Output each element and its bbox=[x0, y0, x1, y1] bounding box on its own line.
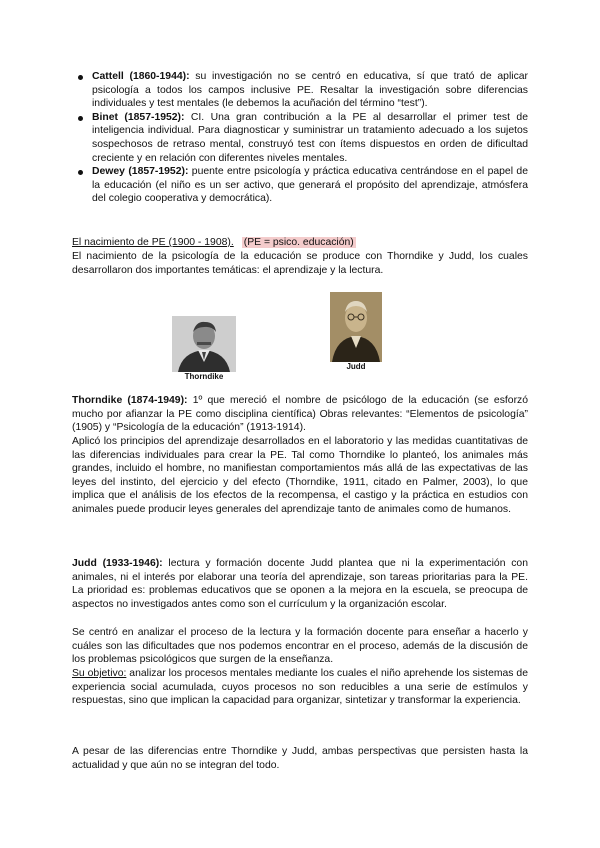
thorndike-paragraph bbox=[72, 394, 528, 435]
objective-text: analizar los procesos mentales mediante los cuales el niño aprehende los sistemas de experiencia social acumulada, cuyos procesos no son reducibles a una serie de estímulos y respuestas, sino que implican la capacidad para organizar, sintetizar y transformar la experiencia. bbox=[72, 668, 528, 707]
pioneer-name: Dewey (1857-1952): bbox=[92, 166, 189, 178]
thorndike-figure bbox=[172, 316, 236, 382]
judd-paragraph bbox=[72, 557, 528, 611]
judd-name: Judd (1933-1946): bbox=[72, 558, 163, 569]
pioneers-list bbox=[72, 70, 528, 206]
judd-text-1: lectura y formación docente Judd plantea que ni la experimentación con animales, ni el interés por elaborar una teoría del aprendizaje, son tareas prioritarias para la PE. La prioridad es: problemas educativos que se oponen a la mejora en la escuela, se preocupa de aspectos no investigados antes como son el currículum y la organización escolar. bbox=[72, 558, 528, 610]
section-title: El nacimiento de PE (1900 - 1908). bbox=[72, 237, 234, 248]
conclusion-paragraph: A pesar de las diferencias entre Thorndike y Judd, ambas perspectivas que persisten hasta la actualidad y que aún no se integran del todo. bbox=[72, 746, 528, 771]
thorndike-text-1: 1º que mereció el nombre de psicólogo de la educación (se esforzó mucho por afianzar la PE como disciplina científica) Obras relevantes: “Elementos de psicología” (1905) y “Psicología de la educación” (1913-1914). bbox=[72, 395, 529, 434]
list-item bbox=[72, 165, 528, 206]
pioneer-description: CI. Una gran contribución a la PE al desarrollar el primer test de inteligencia individual. Para diagnosticar y suministrar un tratamiento adecuado a los sujetos sospechosos de retraso mental, construyó test con ítems dispuestos en orden de dificultad creciente y en relación con diferentes niveles mentales. bbox=[92, 111, 528, 164]
pioneer-name: Cattell (1860-1944): bbox=[92, 71, 190, 82]
judd-caption: Judd bbox=[346, 362, 366, 371]
objective-label: Su objetivo: bbox=[72, 668, 127, 679]
section-heading bbox=[72, 236, 528, 250]
pioneer-description: su investigación no se centró en educativa, sí que trató de aplicar psicología a todos los campos inclusive PE. Resaltar la investigación sobre diferencias individuales y test mentales (le debemos la acuñación del término “test”). bbox=[92, 71, 528, 110]
thorndike-portrait bbox=[172, 316, 236, 372]
bullet-icon bbox=[78, 170, 83, 175]
bullet-icon bbox=[78, 116, 83, 121]
judd-figure bbox=[330, 292, 382, 372]
judd-objective bbox=[72, 667, 528, 708]
list-item bbox=[72, 70, 528, 111]
judd-paragraph-2: Se centró en analizar el proceso de la lectura y la formación docente para enseñar a hacerlo y cuáles son las dificultades que nos podemos encontrar en el proceso, además de la discusión de los problemas psicológicos que surgen de la enseñanza. bbox=[72, 627, 528, 666]
thorndike-caption: Thorndike bbox=[184, 372, 224, 381]
section-intro: El nacimiento de la psicología de la educación se produce con Thorndike y Judd, los cuales desarrollaron dos importantes temáticas: el aprendizaje y la lectura. bbox=[72, 251, 528, 276]
pioneer-name: Binet (1857-1952): bbox=[92, 111, 185, 123]
pioneer-description: puente entre psicología y práctica educativa centrándose en el papel de la educación (el niño es un ser activo, que generará el propósito del aprendizaje, atmósfera del colegio cooperativa y democrática). bbox=[92, 166, 528, 205]
thorndike-name: Thorndike (1874-1949): bbox=[72, 395, 188, 406]
list-item bbox=[72, 111, 528, 165]
thorndike-paragraph-2: Aplicó los principios del aprendizaje desarrollados en el laboratorio y las medidas cuantitativas de las diferencias individuales para crear la PE. Tal como Thorndike lo planteó, los animales más grandes, incluido el hombre, no manifiestan comportamientos más allá de las expectativas de las leyes del instinto, del ejercicio y del efecto (Thorndike, 1911, citado en Palmer, 2003), lo que implica que el análisis de los efectos de la recompensa, el castigo y la práctica en estudios con animales puede producir leyes generales del aprendizaje tanto de animales como de humanos. bbox=[72, 436, 528, 515]
judd-portrait bbox=[330, 292, 382, 362]
bullet-icon bbox=[78, 75, 83, 80]
highlight-note: (PE = psico. educación) bbox=[243, 237, 354, 248]
